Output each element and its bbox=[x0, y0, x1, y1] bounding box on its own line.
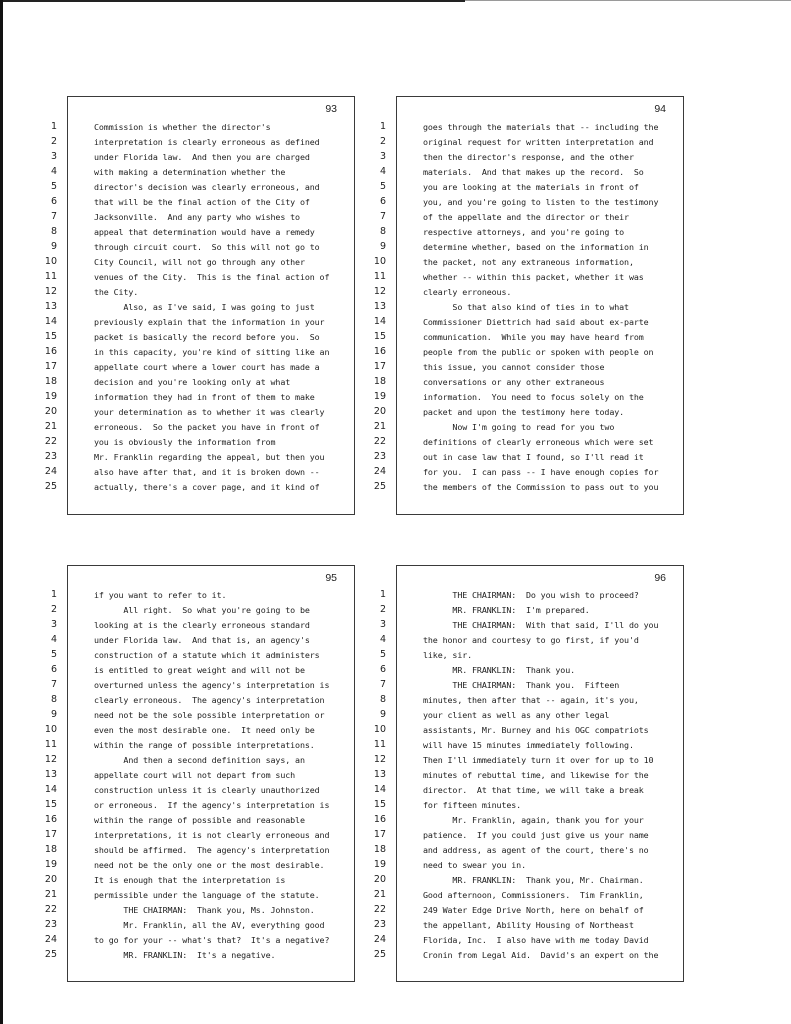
line-number: 13 bbox=[373, 769, 386, 780]
line-number: 1 bbox=[50, 589, 57, 600]
line-number: 20 bbox=[44, 406, 57, 417]
transcript-line: and address, as agent of the court, there's no bbox=[423, 845, 649, 855]
line-number: 18 bbox=[44, 844, 57, 855]
line-number: 6 bbox=[50, 196, 57, 207]
transcript-line: communication. While you may have heard from bbox=[423, 332, 644, 342]
line-number: 12 bbox=[373, 754, 386, 765]
transcript-line: MR. FRANKLIN: It's a negative. bbox=[94, 950, 276, 960]
transcript-line: definitions of clearly erroneous which were set bbox=[423, 437, 654, 447]
transcript-line: need not be the sole possible interpretation or bbox=[94, 710, 325, 720]
transcript-line: within the range of possible interpretations. bbox=[94, 740, 315, 750]
transcript-line: people from the public or spoken with people on bbox=[423, 347, 654, 357]
line-number: 17 bbox=[373, 829, 386, 840]
line-number: 15 bbox=[373, 331, 386, 342]
transcript-line: Now I'm going to read for you two bbox=[423, 422, 615, 432]
transcript-line: Also, as I've said, I was going to just bbox=[94, 302, 315, 312]
transcript-line: under Florida law. And then you are charged bbox=[94, 152, 310, 162]
transcript-line: 249 Water Edge Drive North, here on behalf of bbox=[423, 905, 644, 915]
line-number: 10 bbox=[44, 724, 57, 735]
line-number: 22 bbox=[373, 436, 386, 447]
page-number: 95 bbox=[325, 572, 337, 584]
line-number: 9 bbox=[379, 709, 386, 720]
transcript-line: or erroneous. If the agency's interpretation is bbox=[94, 800, 330, 810]
transcript-line: is entitled to great weight and will not be bbox=[94, 665, 305, 675]
line-number: 17 bbox=[373, 361, 386, 372]
transcript-line: appellate court will not depart from such bbox=[94, 770, 296, 780]
line-number: 10 bbox=[373, 724, 386, 735]
transcript-line: will have 15 minutes immediately following. bbox=[423, 740, 634, 750]
transcript-line: THE CHAIRMAN: With that said, I'll do you bbox=[423, 620, 659, 630]
transcript-line: in this capacity, you're kind of sitting like an bbox=[94, 347, 330, 357]
transcript-line: you, and you're going to listen to the testimony bbox=[423, 197, 659, 207]
transcript-line: And then a second definition says, an bbox=[94, 755, 305, 765]
line-number: 21 bbox=[44, 889, 57, 900]
transcript-line: the City. bbox=[94, 287, 139, 297]
line-number: 25 bbox=[44, 481, 57, 492]
line-number: 19 bbox=[373, 859, 386, 870]
line-number: 19 bbox=[44, 859, 57, 870]
line-number: 5 bbox=[379, 181, 386, 192]
transcript-line: So that also kind of ties in to what bbox=[423, 302, 629, 312]
line-number: 11 bbox=[373, 271, 386, 282]
line-number: 14 bbox=[44, 784, 57, 795]
transcript-line: Good afternoon, Commissioners. Tim Franklin, bbox=[423, 890, 644, 900]
transcript-line: interpretation is clearly erroneous as defined bbox=[94, 137, 320, 147]
transcript-line: you is obviously the information from bbox=[94, 437, 276, 447]
line-number: 5 bbox=[50, 649, 57, 660]
line-number: 6 bbox=[50, 664, 57, 675]
transcript-line: then the director's response, and the other bbox=[423, 152, 634, 162]
line-number: 5 bbox=[379, 649, 386, 660]
line-number: 14 bbox=[373, 784, 386, 795]
transcript-line: determine whether, based on the information in bbox=[423, 242, 649, 252]
transcript-line: need not be the only one or the most desirable. bbox=[94, 860, 325, 870]
transcript-line: Then I'll immediately turn it over for up to 10 bbox=[423, 755, 654, 765]
line-number: 1 bbox=[50, 121, 57, 132]
scan-edge-top bbox=[0, 0, 465, 2]
scan-edge-left bbox=[0, 0, 3, 1024]
line-number: 15 bbox=[44, 331, 57, 342]
transcript-line: your determination as to whether it was clearly bbox=[94, 407, 325, 417]
transcript-line: minutes, then after that -- again, it's you, bbox=[423, 695, 639, 705]
transcript-line: the members of the Commission to pass out to you bbox=[423, 482, 659, 492]
line-number: 3 bbox=[50, 151, 57, 162]
transcript-line: MR. FRANKLIN: Thank you. bbox=[423, 665, 576, 675]
transcript-line: the honor and courtesy to go first, if you'd bbox=[423, 635, 639, 645]
line-number: 7 bbox=[50, 211, 57, 222]
line-number: 15 bbox=[373, 799, 386, 810]
line-number: 1 bbox=[379, 121, 386, 132]
line-number: 2 bbox=[379, 136, 386, 147]
line-number: 21 bbox=[44, 421, 57, 432]
transcript-line: erroneous. So the packet you have in front of bbox=[94, 422, 320, 432]
transcript-line: with making a determination whether the bbox=[94, 167, 286, 177]
transcript-line: within the range of possible and reasonable bbox=[94, 815, 305, 825]
line-number: 4 bbox=[379, 634, 386, 645]
transcript-line: even the most desirable one. It need only be bbox=[94, 725, 315, 735]
transcript-line: like, sir. bbox=[423, 650, 473, 660]
transcript-line: looking at is the clearly erroneous standard bbox=[94, 620, 310, 630]
line-number: 7 bbox=[50, 679, 57, 690]
transcript-line: Commission is whether the director's bbox=[94, 122, 271, 132]
transcript-line: packet is basically the record before you. So bbox=[94, 332, 320, 342]
transcript-line: also have after that, and it is broken down -- bbox=[94, 467, 320, 477]
line-number: 11 bbox=[373, 739, 386, 750]
line-number: 5 bbox=[50, 181, 57, 192]
transcript-line: appellate court where a lower court has made a bbox=[94, 362, 320, 372]
page-number: 93 bbox=[325, 103, 337, 115]
line-number: 25 bbox=[44, 949, 57, 960]
transcript-line: for you. I can pass -- I have enough copies for bbox=[423, 467, 659, 477]
line-number: 12 bbox=[44, 286, 57, 297]
transcript-line: under Florida law. And that is, an agency's bbox=[94, 635, 310, 645]
line-number: 13 bbox=[44, 301, 57, 312]
line-number: 20 bbox=[373, 874, 386, 885]
line-number: 19 bbox=[373, 391, 386, 402]
line-number: 9 bbox=[50, 709, 57, 720]
line-number: 3 bbox=[379, 151, 386, 162]
line-number: 2 bbox=[50, 604, 57, 615]
line-number: 12 bbox=[44, 754, 57, 765]
transcript-line: MR. FRANKLIN: I'm prepared. bbox=[423, 605, 590, 615]
transcript-line: packet and upon the testimony here today. bbox=[423, 407, 625, 417]
line-number: 23 bbox=[373, 451, 386, 462]
line-number: 9 bbox=[50, 241, 57, 252]
transcript-line: interpretations, it is not clearly erroneous and bbox=[94, 830, 330, 840]
transcript-line: your client as well as any other legal bbox=[423, 710, 610, 720]
line-number: 13 bbox=[373, 301, 386, 312]
transcript-line: need to swear you in. bbox=[423, 860, 526, 870]
line-number: 7 bbox=[379, 211, 386, 222]
transcript-line: if you want to refer to it. bbox=[94, 590, 227, 600]
line-number: 24 bbox=[44, 466, 57, 477]
page-number: 96 bbox=[654, 572, 666, 584]
line-number: 18 bbox=[373, 376, 386, 387]
line-number: 6 bbox=[379, 196, 386, 207]
transcript-line: you are looking at the materials in front of bbox=[423, 182, 639, 192]
transcript-line: should be affirmed. The agency's interpretation bbox=[94, 845, 330, 855]
line-number: 16 bbox=[373, 346, 386, 357]
transcript-line: information. You need to focus solely on the bbox=[423, 392, 644, 402]
line-number: 14 bbox=[44, 316, 57, 327]
line-number: 15 bbox=[44, 799, 57, 810]
line-number: 18 bbox=[373, 844, 386, 855]
line-number: 21 bbox=[373, 421, 386, 432]
line-number: 2 bbox=[379, 604, 386, 615]
transcript-line: clearly erroneous. bbox=[423, 287, 512, 297]
line-number: 16 bbox=[373, 814, 386, 825]
line-number: 22 bbox=[44, 904, 57, 915]
line-number: 11 bbox=[44, 739, 57, 750]
transcript-line: Mr. Franklin regarding the appeal, but then you bbox=[94, 452, 325, 462]
line-number: 8 bbox=[379, 226, 386, 237]
line-number: 16 bbox=[44, 346, 57, 357]
line-number: 17 bbox=[44, 361, 57, 372]
transcript-line: Mr. Franklin, again, thank you for your bbox=[423, 815, 644, 825]
line-number: 22 bbox=[373, 904, 386, 915]
transcript-line: director. At that time, we will take a break bbox=[423, 785, 644, 795]
line-number: 25 bbox=[373, 481, 386, 492]
line-number: 4 bbox=[50, 166, 57, 177]
transcript-line: patience. If you could just give us your name bbox=[423, 830, 649, 840]
line-number: 22 bbox=[44, 436, 57, 447]
transcript-line: of the appellate and the director or their bbox=[423, 212, 629, 222]
line-number: 7 bbox=[379, 679, 386, 690]
transcript-line: Florida, Inc. I also have with me today David bbox=[423, 935, 649, 945]
transcript-line: minutes of rebuttal time, and likewise for the bbox=[423, 770, 649, 780]
transcript-line: that will be the final action of the City of bbox=[94, 197, 310, 207]
transcript-line: clearly erroneous. The agency's interpretation bbox=[94, 695, 325, 705]
transcript-line: the appellant, Ability Housing of Northeast bbox=[423, 920, 634, 930]
line-number: 24 bbox=[373, 466, 386, 477]
line-number: 23 bbox=[44, 451, 57, 462]
transcript-line: information they had in front of them to make bbox=[94, 392, 315, 402]
transcript-line: All right. So what you're going to be bbox=[94, 605, 310, 615]
line-number: 2 bbox=[50, 136, 57, 147]
line-number: 23 bbox=[373, 919, 386, 930]
line-number: 3 bbox=[50, 619, 57, 630]
transcript-line: decision and you're looking only at what bbox=[94, 377, 291, 387]
transcript-line: Cronin from Legal Aid. David's an expert on the bbox=[423, 950, 659, 960]
transcript-line: City Council, will not go through any other bbox=[94, 257, 305, 267]
line-number: 13 bbox=[44, 769, 57, 780]
line-number: 9 bbox=[379, 241, 386, 252]
line-number: 24 bbox=[44, 934, 57, 945]
page-number: 94 bbox=[654, 103, 666, 115]
line-number: 11 bbox=[44, 271, 57, 282]
line-number: 10 bbox=[373, 256, 386, 267]
transcript-line: previously explain that the information in your bbox=[94, 317, 325, 327]
line-number: 17 bbox=[44, 829, 57, 840]
line-number: 19 bbox=[44, 391, 57, 402]
line-number: 8 bbox=[50, 694, 57, 705]
transcript-line: respective attorneys, and you're going to bbox=[423, 227, 625, 237]
transcript-line: for fifteen minutes. bbox=[423, 800, 522, 810]
transcript-line: goes through the materials that -- including the bbox=[423, 122, 659, 132]
transcript-line: Commissioner Diettrich had said about ex-parte bbox=[423, 317, 649, 327]
transcript-line: out in case law that I found, so I'll read it bbox=[423, 452, 644, 462]
transcript-line: THE CHAIRMAN: Do you wish to proceed? bbox=[423, 590, 639, 600]
transcript-line: director's decision was clearly erroneous, and bbox=[94, 182, 320, 192]
line-number: 8 bbox=[379, 694, 386, 705]
line-number: 8 bbox=[50, 226, 57, 237]
transcript-line: permissible under the language of the statute. bbox=[94, 890, 320, 900]
line-number: 1 bbox=[379, 589, 386, 600]
line-number: 10 bbox=[44, 256, 57, 267]
line-number: 24 bbox=[373, 934, 386, 945]
transcript-line: to go for your -- what's that? It's a negative? bbox=[94, 935, 330, 945]
line-number: 16 bbox=[44, 814, 57, 825]
line-number: 21 bbox=[373, 889, 386, 900]
transcript-line: conversations or any other extraneous bbox=[423, 377, 605, 387]
transcript-line: overturned unless the agency's interpretation is bbox=[94, 680, 330, 690]
transcript-line: venues of the City. This is the final action of bbox=[94, 272, 330, 282]
line-number: 3 bbox=[379, 619, 386, 630]
line-number: 18 bbox=[44, 376, 57, 387]
line-number: 20 bbox=[373, 406, 386, 417]
transcript-line: Jacksonville. And any party who wishes to bbox=[94, 212, 300, 222]
line-number: 23 bbox=[44, 919, 57, 930]
line-number: 4 bbox=[379, 166, 386, 177]
transcript-line: the packet, not any extraneous information, bbox=[423, 257, 634, 267]
transcript-line: construction unless it is clearly unauthorized bbox=[94, 785, 320, 795]
transcript-line: construction of a statute which it administers bbox=[94, 650, 320, 660]
line-number: 12 bbox=[373, 286, 386, 297]
line-number: 4 bbox=[50, 634, 57, 645]
scan-edge-top-light bbox=[465, 0, 791, 1]
line-number: 14 bbox=[373, 316, 386, 327]
transcript-line: this issue, you cannot consider those bbox=[423, 362, 605, 372]
transcript-line: materials. And that makes up the record. So bbox=[423, 167, 644, 177]
transcript-line: MR. FRANKLIN: Thank you, Mr. Chairman. bbox=[423, 875, 644, 885]
transcript-line: assistants, Mr. Burney and his OGC compatriots bbox=[423, 725, 649, 735]
transcript-line: through circuit court. So this will not go to bbox=[94, 242, 320, 252]
transcript-line: whether -- within this packet, whether it was bbox=[423, 272, 644, 282]
transcript-line: Mr. Franklin, all the AV, everything good bbox=[94, 920, 325, 930]
transcript-line: actually, there's a cover page, and it kind of bbox=[94, 482, 320, 492]
line-number: 25 bbox=[373, 949, 386, 960]
transcript-line: appeal that determination would have a remedy bbox=[94, 227, 315, 237]
transcript-line: original request for written interpretation and bbox=[423, 137, 654, 147]
line-number: 20 bbox=[44, 874, 57, 885]
transcript-line: THE CHAIRMAN: Thank you. Fifteen bbox=[423, 680, 620, 690]
line-number: 6 bbox=[379, 664, 386, 675]
transcript-line: It is enough that the interpretation is bbox=[94, 875, 286, 885]
transcript-line: THE CHAIRMAN: Thank you, Ms. Johnston. bbox=[94, 905, 315, 915]
